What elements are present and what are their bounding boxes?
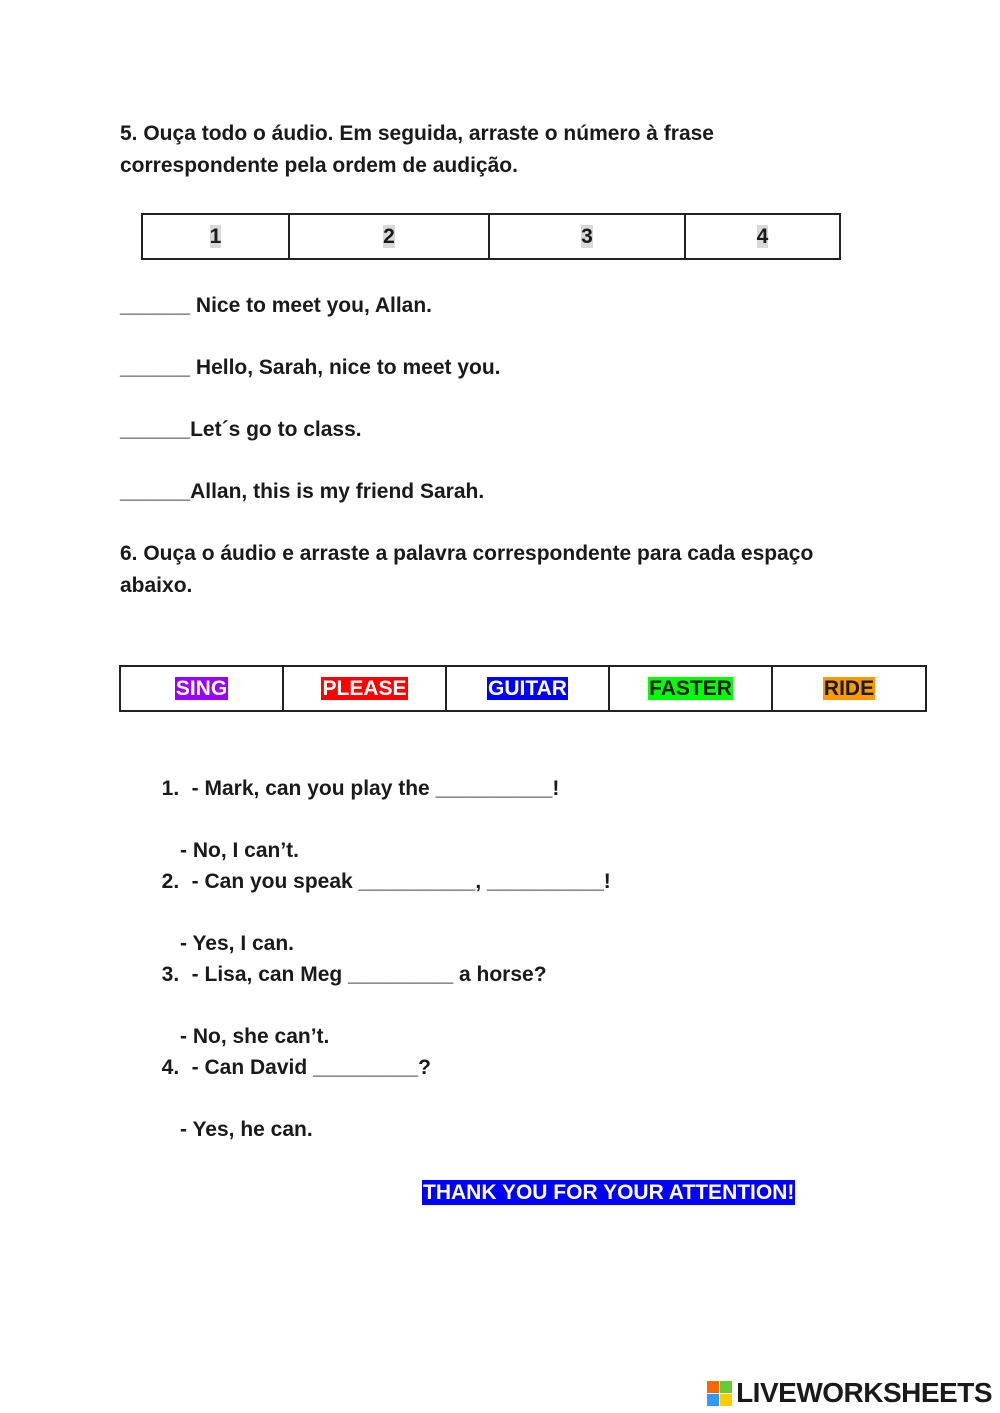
item-question: - Can David _________? [191, 1056, 431, 1079]
item-answer: - No, I can’t. [180, 839, 300, 862]
logo-text: LIVEWORKSHEETS [736, 1377, 992, 1408]
number-cell-1[interactable] [142, 214, 289, 259]
question-5-title-line1: 5. Ouça todo o áudio. Em seguida, arraste o número à frase [120, 122, 714, 145]
sentence-2: ______ Hello, Sarah, nice to meet you. [120, 356, 501, 379]
item-number: 3. [161, 963, 180, 986]
word-cell-sing[interactable] [120, 666, 283, 711]
word-faster[interactable]: FASTER [649, 676, 732, 700]
sentence-3: ______Let´s go to class. [120, 418, 362, 441]
word-cell-guitar[interactable] [446, 666, 609, 711]
item-question: - Can you speak __________, __________! [191, 870, 611, 893]
number-cell-2[interactable] [289, 214, 489, 259]
item-number: 1. [161, 777, 180, 800]
word-cell-ride[interactable] [772, 666, 926, 711]
sentence-4: ______Allan, this is my friend Sarah. [120, 480, 485, 503]
question-5-title [120, 118, 920, 182]
liveworksheets-logo [707, 1376, 992, 1410]
number-label-3: 3 [581, 224, 593, 248]
item-answer: - Yes, he can. [180, 1118, 313, 1141]
sentence-1: ______ Nice to meet you, Allan. [120, 294, 433, 317]
word-sing[interactable]: SING [175, 676, 228, 700]
number-label-2: 2 [383, 224, 395, 248]
word-bank-table [119, 665, 927, 712]
number-cell-4[interactable] [685, 214, 840, 259]
exercise-item-4 [150, 1021, 431, 1176]
number-bank-table [141, 213, 841, 260]
number-label-1: 1 [209, 224, 222, 248]
word-cell-please[interactable] [283, 666, 446, 711]
item-question: - Mark, can you play the __________! [191, 777, 560, 800]
question-6-title-line2: abaixo. [120, 574, 193, 597]
item-number: 2. [161, 870, 180, 893]
word-please[interactable]: PLEASE [322, 676, 407, 700]
word-ride[interactable]: RIDE [823, 676, 875, 700]
item-number: 4. [161, 1056, 180, 1079]
item-answer: - No, she can’t. [180, 1025, 330, 1048]
question-6-title-line1: 6. Ouça o áudio e arraste a palavra correspondente para cada espaço [120, 542, 814, 565]
word-guitar[interactable]: GUITAR [488, 676, 567, 700]
number-cell-3[interactable] [489, 214, 685, 259]
item-question: - Lisa, can Meg _________ a horse? [191, 963, 547, 986]
question-6-title [120, 538, 920, 602]
item-answer: - Yes, I can. [180, 932, 295, 955]
word-cell-faster[interactable] [609, 666, 772, 711]
question-5-title-line2: correspondente pela ordem de audição. [120, 154, 518, 177]
closing-message: THANK YOU FOR YOUR ATTENTION! [423, 1181, 795, 1204]
logo-mark-icon [707, 1381, 732, 1406]
number-label-4: 4 [756, 224, 769, 248]
